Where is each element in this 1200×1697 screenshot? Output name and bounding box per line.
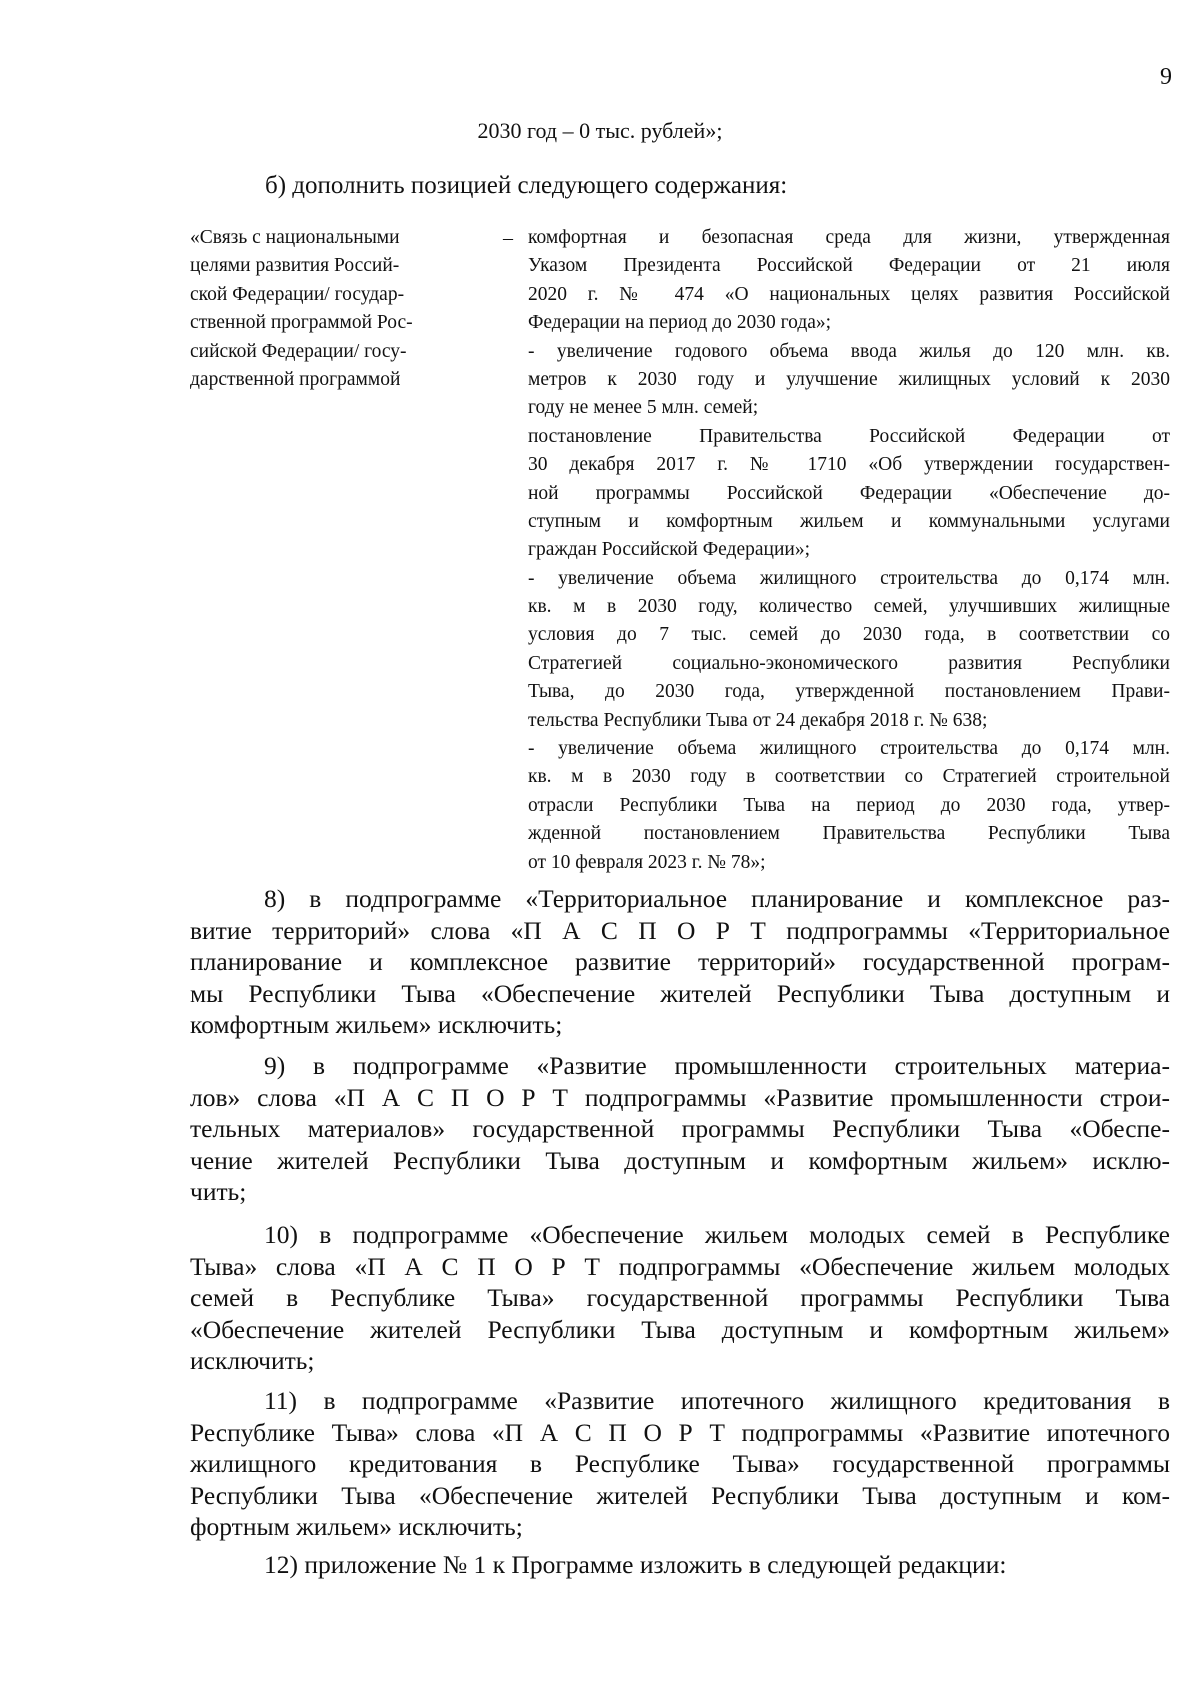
amendment-paragraph-8: [190, 883, 1170, 1041]
paragraph-line: Республики Тыва «Обеспечение жителей Республики Тыва доступным и ком-: [190, 1480, 1170, 1510]
position-right-line: - увеличение годового объема ввода жилья до 120 млн. кв.: [528, 340, 1170, 362]
position-right-line: отрасли Республики Тыва на период до 2030 года, утвер-: [528, 794, 1170, 816]
position-right-line: условия до 7 тыс. семей до 2030 года, в соответствии со: [528, 624, 1170, 646]
intro-line: б) дополнить позицией следующего содержания:: [265, 172, 788, 199]
paragraph-line: фортным жильем» исключить;: [190, 1512, 523, 1541]
position-right-line: - увеличение объема жилищного строительства до 0,174 млн.: [528, 738, 1170, 760]
paragraph-line: комфортным жильем» исключить;: [190, 1010, 563, 1039]
paragraph-line: Тыва» слова «П А С П О Р Т подпрограммы «Обеспечение жильем молодых: [190, 1251, 1170, 1281]
position-right-line: 2020 г. № 474 «О национальных целях развития Российской: [528, 283, 1170, 305]
position-right-line: постановление Правительства Российской Федерации от: [528, 425, 1170, 447]
position-left-line: ской Федерации/ государ-: [190, 283, 405, 305]
paragraph-line: исключить;: [190, 1346, 315, 1375]
position-right-line: граждан Российской Федерации»;: [528, 539, 810, 561]
page-number: 9: [1160, 64, 1172, 90]
position-left-line: дарственной программой: [190, 369, 401, 391]
paragraph-line: чить;: [190, 1177, 247, 1206]
position-right-line: ной программы Российской Федерации «Обеспечение до-: [528, 482, 1170, 504]
position-right-line: Стратегией социально-экономического развития Республики: [528, 652, 1170, 674]
paragraph-line: Республике Тыва» слова «П А С П О Р Т подпрограммы «Развитие ипотечного: [190, 1417, 1170, 1447]
position-right-line: кв. м в 2030 году в соответствии со Стратегией строительной: [528, 766, 1170, 788]
paragraph-line: планирование и комплексное развитие территорий» государственной програм-: [190, 947, 1170, 976]
paragraph-line: 9) в подпрограмме «Развитие промышленности строительных материа-: [264, 1051, 1170, 1080]
position-left-column: [190, 224, 470, 394]
position-right-line: тельства Республики Тыва от 24 декабря 2018 г. № 638;: [528, 709, 988, 731]
position-right-line: 30 декабря 2017 г. № 1710 «Об утверждении государствен-: [528, 454, 1170, 476]
paragraph-line: 11) в подпрограмме «Развитие ипотечного жилищного кредитования в: [264, 1386, 1170, 1415]
paragraph-line: витие территорий» слова «П А С П О Р Т подпрограммы «Территориальное: [190, 915, 1170, 945]
position-right-line: комфортная и безопасная среда для жизни, утвержденная: [528, 227, 1170, 248]
position-right-line: от 10 февраля 2023 г. № 78»;: [528, 851, 766, 873]
position-right-line: Указом Президента Российской Федерации от 21 июля: [528, 255, 1170, 277]
amendment-paragraph-10: [190, 1219, 1170, 1377]
position-left-line: целями развития Россий-: [190, 255, 400, 277]
position-right-column: [528, 224, 1170, 877]
position-right-line: жденной постановлением Правительства Республики Тыва: [528, 823, 1170, 845]
position-right-line: кв. м в 2030 году, количество семей, улучшивших жилищные: [528, 596, 1170, 618]
position-right-line: метров к 2030 году и улучшение жилищных условий к 2030: [528, 368, 1170, 390]
paragraph-line: 8) в подпрограмме «Территориальное планирование и комплексное раз-: [264, 884, 1170, 913]
paragraph-line: 10) в подпрограмме «Обеспечение жильем молодых семей в Республике: [264, 1220, 1170, 1249]
amendment-paragraph-11: [190, 1385, 1170, 1543]
position-right-line: ступным и комфортным жильем и коммунальными услугами: [528, 510, 1170, 532]
paragraph-line: чение жителей Республики Тыва доступным и комфортным жильем» исклю-: [190, 1145, 1170, 1175]
amendment-paragraph-12: 12) приложение № 1 к Программе изложить в следующей редакции:: [264, 1550, 1007, 1579]
paragraph-line: «Обеспечение жителей Республики Тыва доступным и комфортным жильем»: [190, 1314, 1170, 1344]
position-left-line: сийской Федерации/ госу-: [190, 340, 407, 362]
top-line: 2030 год – 0 тыс. рублей»;: [477, 118, 723, 143]
paragraph-line: жилищного кредитования в Республике Тыва» государственной программы: [190, 1449, 1170, 1478]
position-left-line: ственной программой Рос-: [190, 312, 413, 334]
position-left-line: «Связь с национальными: [190, 227, 400, 248]
paragraph-line: семей в Республике Тыва» государственной программы Республики Тыва: [190, 1283, 1170, 1312]
position-right-line: - увеличение объема жилищного строительства до 0,174 млн.: [528, 567, 1170, 589]
position-right-line: Тыва, до 2030 года, утвержденной постановлением Прави-: [528, 681, 1170, 703]
position-dash: –: [503, 227, 513, 249]
paragraph-line: тельных материалов» государственной программы Республики Тыва «Обеспе-: [190, 1114, 1170, 1143]
paragraph-line: мы Республики Тыва «Обеспечение жителей Республики Тыва доступным и: [190, 978, 1170, 1008]
paragraph-line: лов» слова «П А С П О Р Т подпрограммы «Развитие промышленности строи-: [190, 1082, 1170, 1112]
amendment-paragraph-9: [190, 1050, 1170, 1208]
position-right-line: году не менее 5 млн. семей;: [528, 397, 759, 419]
position-right-line: Федерации на период до 2030 года»;: [528, 312, 832, 334]
